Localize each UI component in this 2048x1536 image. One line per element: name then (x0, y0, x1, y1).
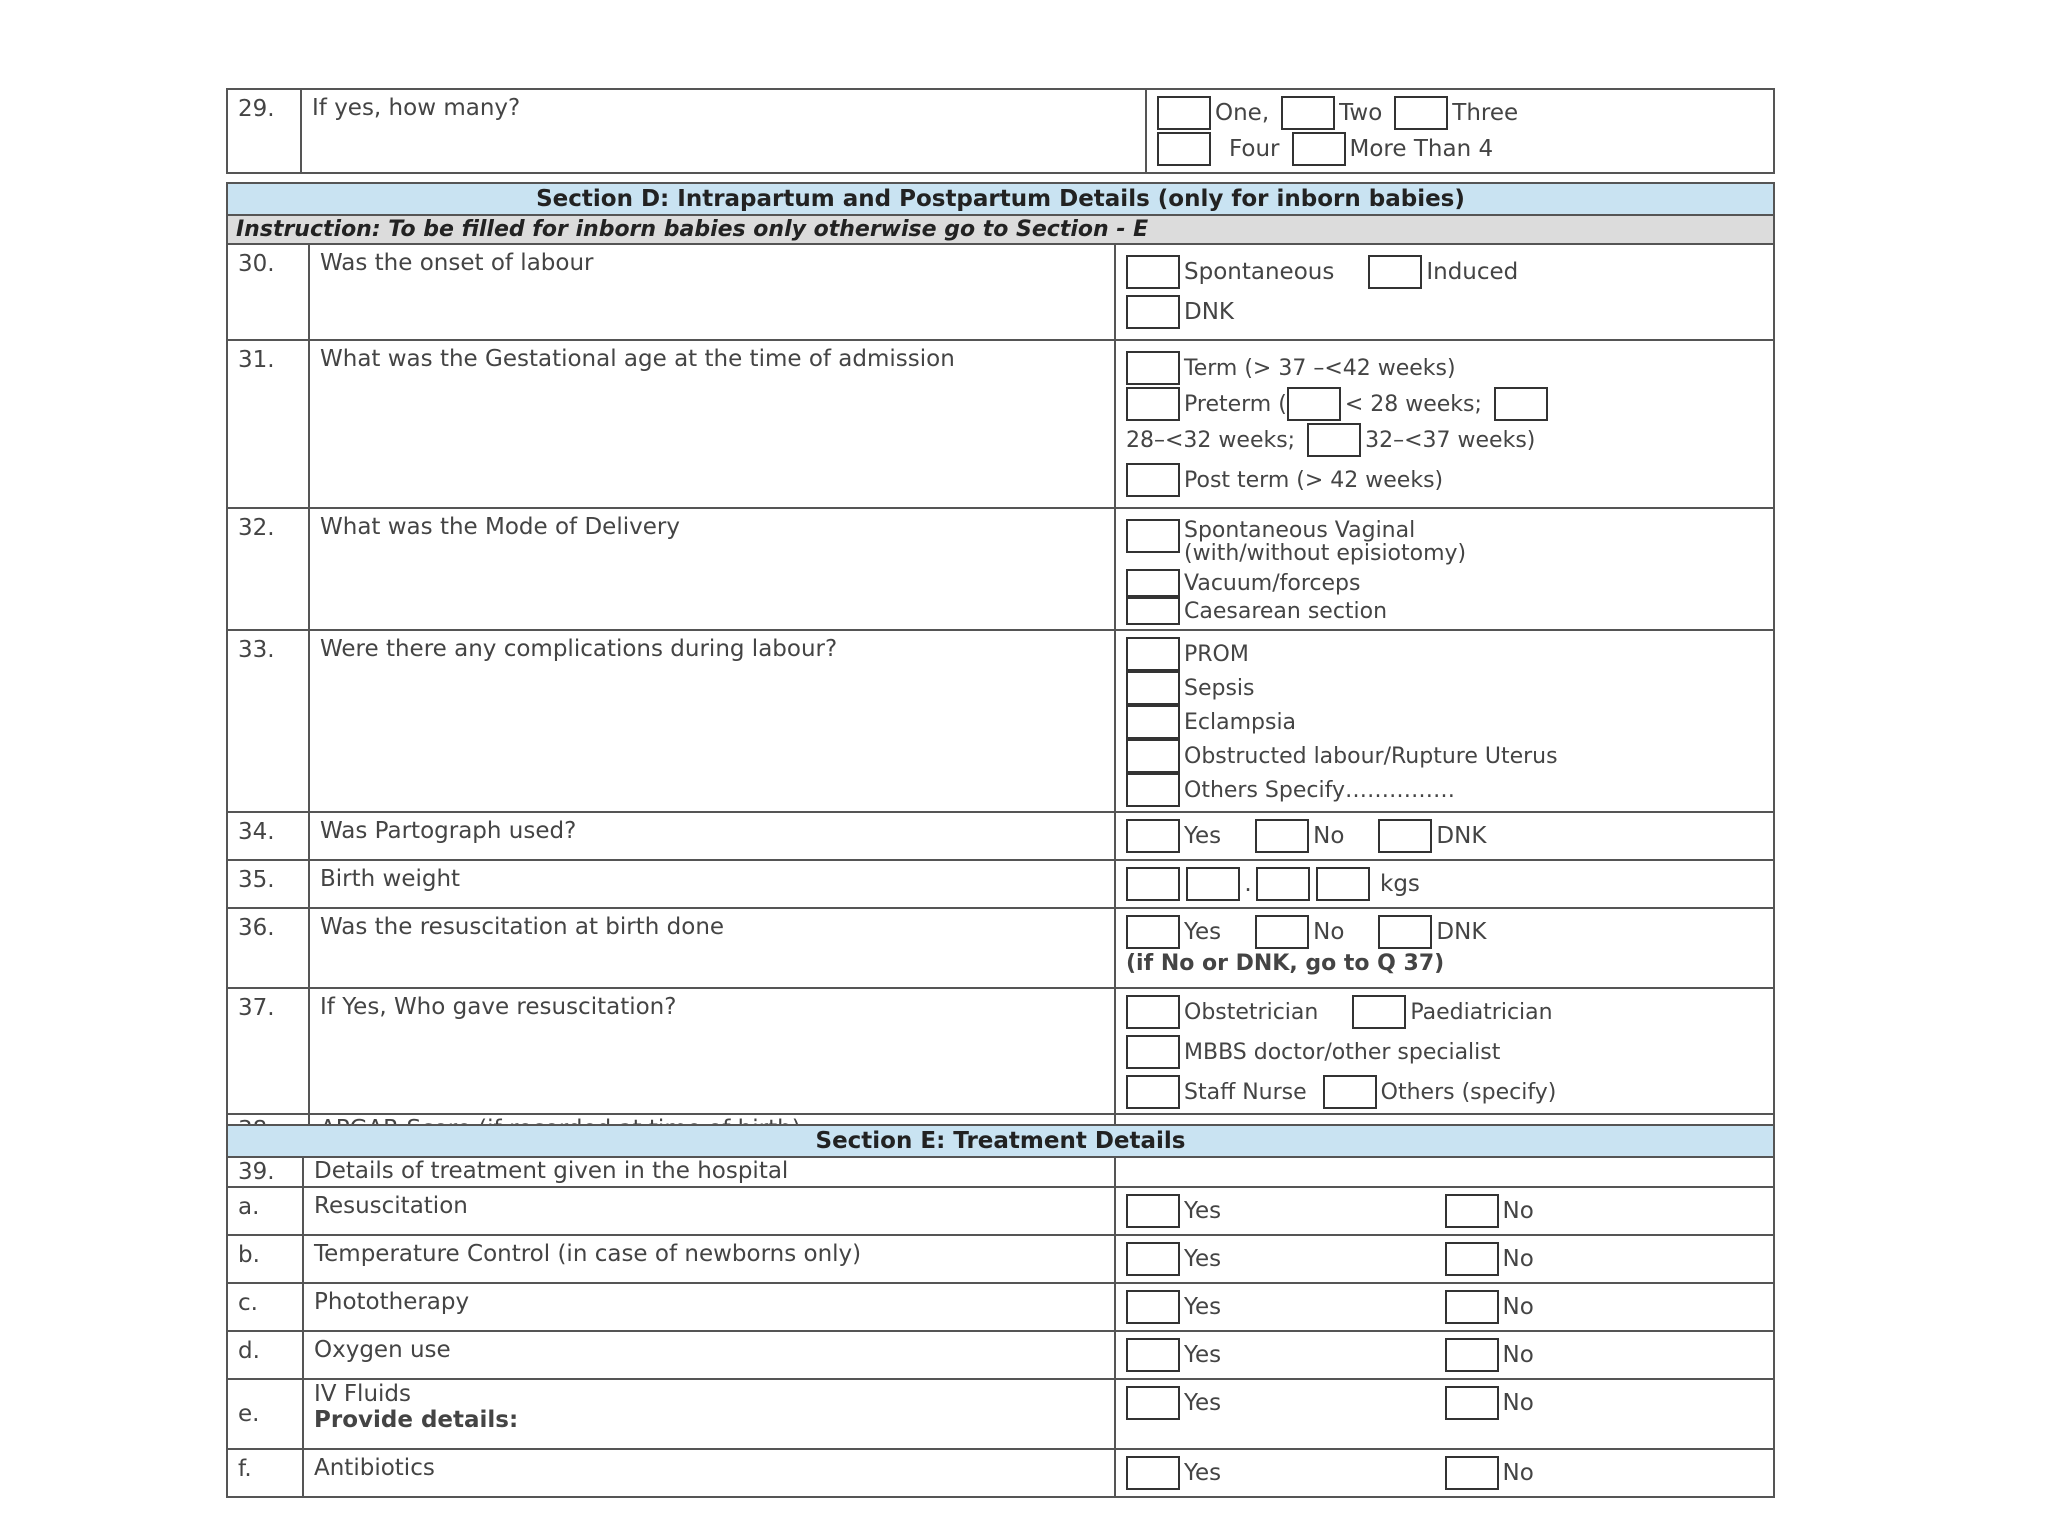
q35-unit-label: kgs (1380, 871, 1420, 898)
section-e-table (226, 1124, 1775, 1498)
q31-lt28-checkbox[interactable] (1287, 387, 1341, 421)
q30-induced-label: Induced (1426, 259, 1519, 285)
q33-prom-checkbox[interactable] (1126, 637, 1180, 671)
q39f-label: Antibiotics (303, 1449, 1115, 1497)
q33-number: 33. (227, 630, 309, 812)
q30-dnk-label: DNK (1184, 299, 1234, 325)
q39f-number: f. (227, 1449, 303, 1497)
q31-preterm-checkbox[interactable] (1126, 387, 1180, 421)
q39a-yes-checkbox[interactable] (1126, 1194, 1180, 1228)
q29-four-label: Four (1229, 136, 1280, 162)
q30-options (1115, 244, 1774, 340)
q29-more-than-4-checkbox[interactable] (1292, 132, 1346, 166)
q29-three-checkbox[interactable] (1394, 96, 1448, 130)
section-d-header-row (227, 183, 1774, 215)
q31-32-37-checkbox[interactable] (1307, 423, 1361, 457)
q39f-options (1115, 1449, 1774, 1497)
q35-digit-1-box[interactable] (1126, 867, 1180, 901)
q36-yes-label: Yes (1184, 919, 1222, 946)
q39f-row (227, 1449, 1774, 1497)
q33-sepsis-checkbox[interactable] (1126, 671, 1180, 705)
q34-yes-checkbox[interactable] (1126, 819, 1180, 853)
q32-spontaneous-vaginal-label (1184, 519, 1466, 565)
q39f-no-label: No (1502, 1460, 1534, 1486)
q30-row (227, 244, 1774, 340)
q39d-number: d. (227, 1331, 303, 1379)
q39b-label: Temperature Control (in case of newborns only) (303, 1235, 1115, 1283)
q39c-yes-label: Yes (1184, 1294, 1222, 1320)
q34-no-checkbox[interactable] (1255, 819, 1309, 853)
q39a-yes-label: Yes (1184, 1198, 1222, 1224)
q36-row (227, 908, 1774, 988)
q33-prom-label: PROM (1184, 641, 1249, 667)
q37-others-label: Others (specify) (1380, 1079, 1557, 1105)
q29-two-checkbox[interactable] (1281, 96, 1335, 130)
q33-sepsis-label: Sepsis (1184, 675, 1255, 701)
q39e-no-label: No (1502, 1390, 1534, 1416)
q36-skip-note: (if No or DNK, go to Q 37) (1126, 951, 1445, 977)
q39d-no-checkbox[interactable] (1445, 1338, 1499, 1372)
q36-no-label: No (1313, 919, 1345, 946)
q33-obstructed-label: Obstructed labour/Rupture Uterus (1184, 743, 1558, 769)
q34-yes-label: Yes (1184, 823, 1222, 850)
q31-number: 31. (227, 340, 309, 508)
q37-paediatrician-checkbox[interactable] (1352, 995, 1406, 1029)
q36-yes-checkbox[interactable] (1126, 915, 1180, 949)
q29-one-label: One, (1215, 100, 1270, 126)
q39e-yes-label: Yes (1184, 1390, 1222, 1416)
q33-options (1115, 630, 1774, 812)
q39d-options (1115, 1331, 1774, 1379)
q37-obstetrician-checkbox[interactable] (1126, 995, 1180, 1029)
q39-number: 39. (227, 1157, 303, 1187)
q32-question: What was the Mode of Delivery (309, 508, 1115, 630)
q39-row (227, 1157, 1774, 1187)
q36-options (1115, 908, 1774, 988)
q30-induced-checkbox[interactable] (1368, 255, 1422, 289)
q32-options (1115, 508, 1774, 630)
q39a-no-label: No (1502, 1198, 1534, 1224)
q39a-row (227, 1187, 1774, 1235)
q39e-no-checkbox[interactable] (1445, 1386, 1499, 1420)
q39e-row (227, 1379, 1774, 1449)
q31-question: What was the Gestational age at the time of admission (309, 340, 1115, 508)
q34-number: 34. (227, 812, 309, 860)
q33-obstructed-checkbox[interactable] (1126, 739, 1180, 773)
q30-question: Was the onset of labour (309, 244, 1115, 340)
q39b-row (227, 1235, 1774, 1283)
q31-post-term-label: Post term (> 42 weeks) (1184, 467, 1444, 493)
q39e-yes-checkbox[interactable] (1126, 1386, 1180, 1420)
q31-term-label: Term (> 37 –<42 weeks) (1184, 355, 1456, 381)
q35-question: Birth weight (309, 860, 1115, 908)
q30-dnk-checkbox[interactable] (1126, 295, 1180, 329)
q29-number: 29. (227, 89, 301, 173)
q39c-label: Phototherapy (303, 1283, 1115, 1331)
q36-dnk-checkbox[interactable] (1378, 915, 1432, 949)
q33-question: Were there any complications during labour? (309, 630, 1115, 812)
q35-options (1115, 860, 1774, 908)
q31-preterm-label: Preterm ( (1184, 391, 1287, 417)
q37-options (1115, 988, 1774, 1114)
q29-question: If yes, how many? (301, 89, 1146, 173)
q29-one-checkbox[interactable] (1157, 96, 1211, 130)
q31-28-32-checkbox[interactable] (1494, 387, 1548, 421)
q36-number: 36. (227, 908, 309, 988)
q37-staff-nurse-label: Staff Nurse (1184, 1079, 1307, 1105)
q34-dnk-label: DNK (1436, 823, 1487, 850)
q31-row (227, 340, 1774, 508)
q39c-no-label: No (1502, 1294, 1534, 1320)
q34-row (227, 812, 1774, 860)
q31-post-term-checkbox[interactable] (1126, 463, 1180, 497)
q35-digit-3-box[interactable] (1256, 867, 1310, 901)
q39a-number: a. (227, 1187, 303, 1235)
q39f-no-checkbox[interactable] (1445, 1456, 1499, 1490)
q34-options (1115, 812, 1774, 860)
q39d-label: Oxygen use (303, 1331, 1115, 1379)
q31-options (1115, 340, 1774, 508)
q30-spontaneous-label: Spontaneous (1184, 259, 1335, 285)
section-d-table (226, 182, 1775, 1147)
q39e-text: IV Fluids (314, 1381, 411, 1407)
q39d-yes-checkbox[interactable] (1126, 1338, 1180, 1372)
q32-vacuum-label: Vacuum/forceps (1184, 570, 1361, 596)
q39-answer-cell (1115, 1157, 1774, 1187)
q31-28-32-label: 28–<32 weeks; (1126, 427, 1296, 453)
q39-question: Details of treatment given in the hospital (303, 1157, 1115, 1187)
q39c-options (1115, 1283, 1774, 1331)
q39b-yes-label: Yes (1184, 1246, 1222, 1272)
section-e-title: Section E: Treatment Details (227, 1125, 1774, 1157)
q35-row (227, 860, 1774, 908)
q36-no-checkbox[interactable] (1255, 915, 1309, 949)
q39d-no-label: No (1502, 1342, 1534, 1368)
q37-question: If Yes, Who gave resuscitation? (309, 988, 1115, 1114)
q37-number: 37. (227, 988, 309, 1114)
q32-spontaneous-vaginal-checkbox[interactable] (1126, 519, 1180, 553)
q35-digit-4-box[interactable] (1316, 867, 1370, 901)
q39b-yes-checkbox[interactable] (1126, 1242, 1180, 1276)
q37-mbbs-checkbox[interactable] (1126, 1035, 1180, 1069)
q34-dnk-checkbox[interactable] (1378, 819, 1432, 853)
q39d-yes-label: Yes (1184, 1342, 1222, 1368)
q29-table (226, 88, 1775, 174)
q39c-no-checkbox[interactable] (1445, 1290, 1499, 1324)
q37-paediatrician-label: Paediatrician (1410, 999, 1553, 1025)
q39c-row (227, 1283, 1774, 1331)
section-d-title: Section D: Intrapartum and Postpartum Details (only for inborn babies) (227, 183, 1774, 215)
q39c-yes-checkbox[interactable] (1126, 1290, 1180, 1324)
q39b-no-label: No (1502, 1246, 1534, 1272)
q37-obstetrician-label: Obstetrician (1184, 999, 1319, 1025)
q33-row (227, 630, 1774, 812)
q39a-options (1115, 1187, 1774, 1235)
q33-eclampsia-label: Eclampsia (1184, 709, 1297, 735)
q29-three-label: Three (1452, 100, 1519, 126)
q35-number: 35. (227, 860, 309, 908)
q29-more-than-4-label: More Than 4 (1349, 136, 1494, 162)
q39e-options (1115, 1379, 1774, 1449)
q32-caesarean-checkbox[interactable] (1126, 597, 1180, 625)
q31-term-checkbox[interactable] (1126, 351, 1180, 385)
q39b-number: b. (227, 1235, 303, 1283)
q39e-subtext: Provide details: (314, 1406, 519, 1433)
q39a-no-checkbox[interactable] (1445, 1194, 1499, 1228)
q29-four-checkbox[interactable] (1157, 132, 1211, 166)
q29-options (1146, 89, 1774, 173)
q37-row (227, 988, 1774, 1114)
q39d-row (227, 1331, 1774, 1379)
section-e-header-row (227, 1125, 1774, 1157)
section-d-instruction: Instruction: To be filled for inborn babies only otherwise go to Section - E (227, 215, 1774, 244)
q31-32-37-label: 32–<37 weeks) (1365, 427, 1536, 453)
q32-number: 32. (227, 508, 309, 630)
q31-lt28-label: < 28 weeks; (1344, 391, 1482, 417)
q39e-label (303, 1379, 1115, 1449)
q39e-number: e. (227, 1379, 303, 1449)
q33-eclampsia-checkbox[interactable] (1126, 705, 1180, 739)
q32-opt1-text: Spontaneous Vaginal (1184, 518, 1416, 543)
q39b-options (1115, 1235, 1774, 1283)
q32-opt1b-text: (with/without episiotomy) (1184, 541, 1467, 567)
q37-others-checkbox[interactable] (1323, 1075, 1377, 1109)
q39f-yes-label: Yes (1184, 1460, 1222, 1486)
q29-two-label: Two (1339, 100, 1383, 126)
q30-number: 30. (227, 244, 309, 340)
q39b-no-checkbox[interactable] (1445, 1242, 1499, 1276)
q32-caesarean-label: Caesarean section (1184, 598, 1388, 624)
q32-vacuum-checkbox[interactable] (1126, 569, 1180, 597)
q39a-label: Resuscitation (303, 1187, 1115, 1235)
q37-staff-nurse-checkbox[interactable] (1126, 1075, 1180, 1109)
q34-question: Was Partograph used? (309, 812, 1115, 860)
q39f-yes-checkbox[interactable] (1126, 1456, 1180, 1490)
q29-row (227, 89, 1774, 173)
q36-dnk-label: DNK (1436, 919, 1487, 946)
q35-digit-2-box[interactable] (1186, 867, 1240, 901)
q37-mbbs-label: MBBS doctor/other specialist (1184, 1039, 1501, 1065)
section-d-instruction-row (227, 215, 1774, 244)
q30-spontaneous-checkbox[interactable] (1126, 255, 1180, 289)
q35-decimal-point: . (1244, 871, 1252, 898)
q36-question: Was the resuscitation at birth done (309, 908, 1115, 988)
q32-row (227, 508, 1774, 630)
q34-no-label: No (1313, 823, 1345, 850)
q39c-number: c. (227, 1283, 303, 1331)
q33-others-label: Others Specify…………… (1184, 777, 1455, 803)
q33-others-checkbox[interactable] (1126, 773, 1180, 807)
